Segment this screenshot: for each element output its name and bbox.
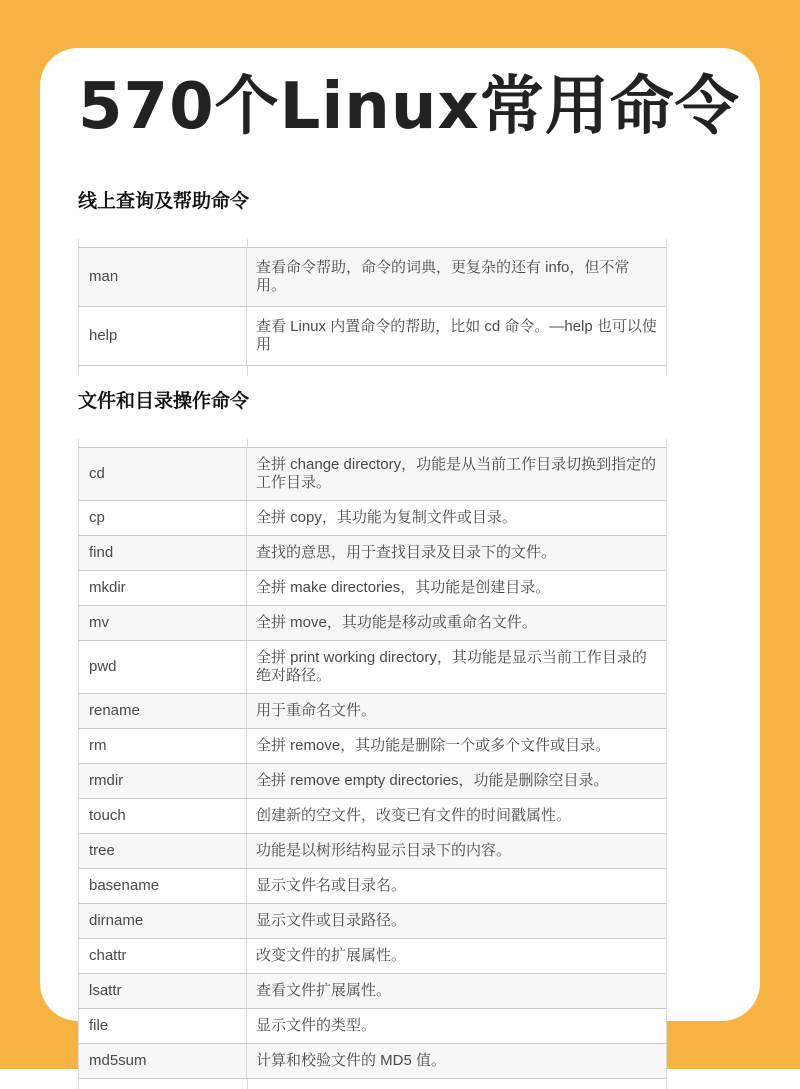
command-table <box>78 239 667 376</box>
table-row <box>79 833 666 868</box>
table-rows <box>79 247 666 365</box>
command-description-cell: 查找的意思，用于查找目录及目录下的文件。 <box>256 544 557 561</box>
command-name-cell: lsattr <box>79 974 247 1008</box>
command-description-cell: 功能是以树形结构显示目录下的内容。 <box>256 842 512 859</box>
section-heading: 文件和目录操作命令 <box>78 391 250 412</box>
command-description-cell: 改变文件的扩展属性。 <box>256 947 407 964</box>
cropped-row-strip <box>79 1078 666 1089</box>
command-name-cell: rm <box>79 729 247 763</box>
table-row <box>79 728 666 763</box>
command-table <box>78 439 667 1089</box>
table-row <box>79 763 666 798</box>
table-row <box>79 306 666 365</box>
command-description-cell: 显示文件的类型。 <box>256 1017 377 1034</box>
table-row <box>79 640 666 693</box>
table-row <box>79 938 666 973</box>
cropped-row-strip <box>79 239 666 247</box>
table-row <box>79 570 666 605</box>
command-name-cell: rename <box>79 694 247 728</box>
command-name-cell: find <box>79 536 247 570</box>
command-description-cell: 全拼 copy，其功能为复制文件或目录。 <box>256 509 517 526</box>
cropped-row-strip <box>79 365 666 376</box>
section-heading: 线上查询及帮助命令 <box>78 191 250 212</box>
page-title: 570个Linux常用命令 <box>78 70 740 144</box>
command-name-cell: rmdir <box>79 764 247 798</box>
command-description-cell: 全拼 move，其功能是移动或重命名文件。 <box>256 614 537 631</box>
command-description-cell: 查看 Linux 内置命令的帮助，比如 cd 命令。—help 也可以使用 <box>256 318 657 353</box>
table-row <box>79 1008 666 1043</box>
command-description-cell: 全拼 change directory，功能是从当前工作目录切换到指定的工作目录。 <box>256 456 657 491</box>
command-description-cell: 用于重命名文件。 <box>256 702 377 719</box>
command-description-cell: 查看文件扩展属性。 <box>256 982 392 999</box>
command-name-cell: tree <box>79 834 247 868</box>
table-row <box>79 868 666 903</box>
command-description-cell: 创建新的空文件，改变已有文件的时间戳属性。 <box>256 807 572 824</box>
table-row <box>79 247 666 306</box>
table-row <box>79 447 666 500</box>
command-description-cell: 全拼 make directories，其功能是创建目录。 <box>256 579 551 596</box>
command-description-cell: 显示文件或目录路径。 <box>256 912 407 929</box>
command-name-cell: chattr <box>79 939 247 973</box>
table-row <box>79 693 666 728</box>
command-name-cell: touch <box>79 799 247 833</box>
table-row <box>79 973 666 1008</box>
command-description-cell: 全拼 remove，其功能是删除一个或多个文件或目录。 <box>256 737 611 754</box>
command-name-cell: pwd <box>79 641 247 693</box>
command-name-cell: mv <box>79 606 247 640</box>
command-description-cell: 计算和校验文件的 MD5 值。 <box>256 1052 447 1069</box>
command-description-cell: 全拼 print working directory，其功能是显示当前工作目录的绝对路径。 <box>256 649 647 684</box>
command-name-cell: help <box>79 307 247 365</box>
command-name-cell: man <box>79 248 247 306</box>
command-name-cell: cd <box>79 448 247 500</box>
command-description-cell: 查看命令帮助，命令的词典，更复杂的还有 info，但不常用。 <box>256 259 630 294</box>
command-name-cell: md5sum <box>79 1044 247 1078</box>
table-rows <box>79 447 666 1078</box>
table-row <box>79 605 666 640</box>
command-name-cell: file <box>79 1009 247 1043</box>
content-card <box>40 48 760 1069</box>
cropped-row-strip <box>79 439 666 447</box>
command-name-cell: mkdir <box>79 571 247 605</box>
table-row <box>79 798 666 833</box>
table-row <box>79 535 666 570</box>
sections-container <box>78 186 722 1089</box>
command-name-cell: dirname <box>79 904 247 938</box>
table-row <box>79 903 666 938</box>
command-description-cell: 显示文件名或目录名。 <box>256 877 407 894</box>
command-description-cell: 全拼 remove empty directories，功能是删除空目录。 <box>256 772 609 789</box>
table-row <box>79 500 666 535</box>
command-name-cell: basename <box>79 869 247 903</box>
table-row <box>79 1043 666 1078</box>
command-name-cell: cp <box>79 501 247 535</box>
